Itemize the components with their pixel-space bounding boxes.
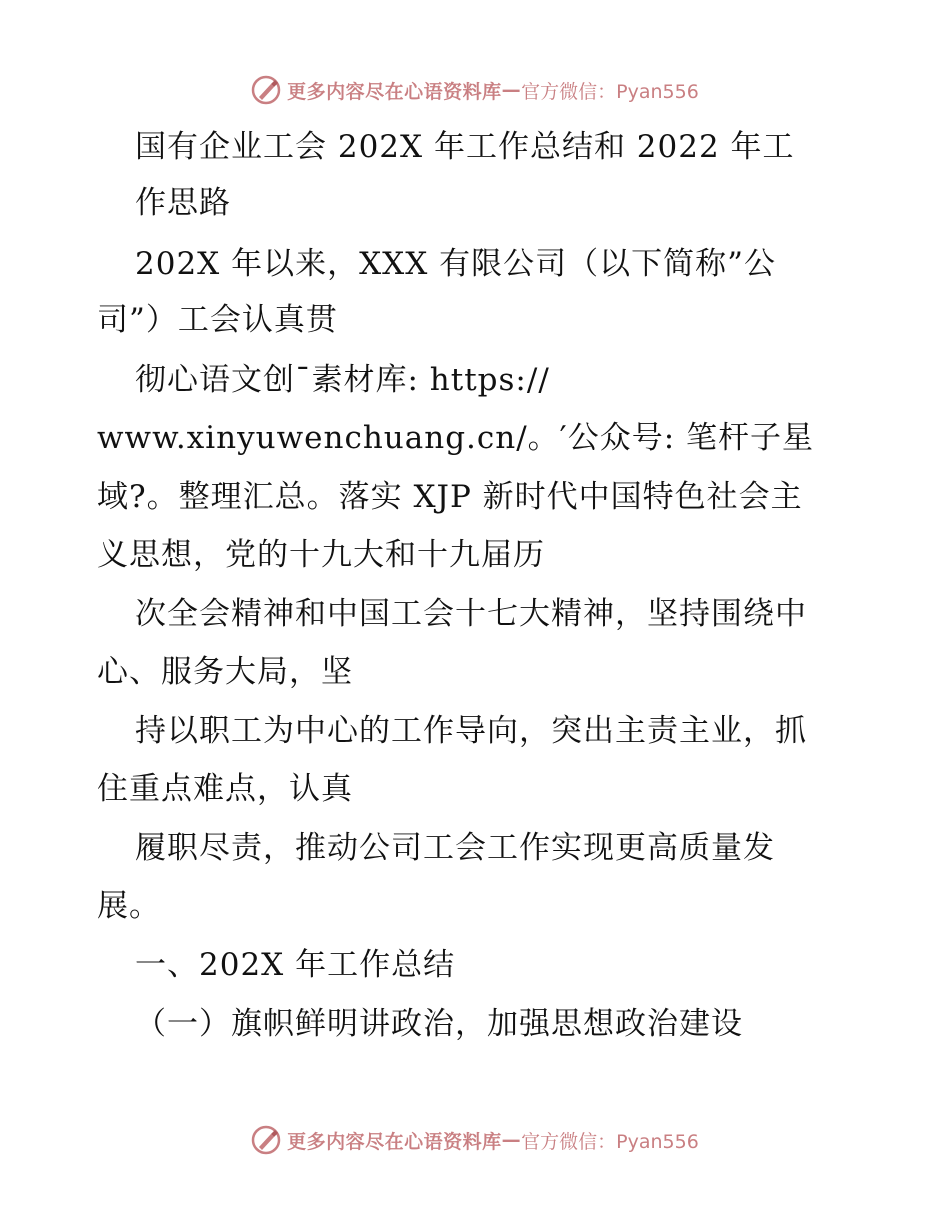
- banner-wechat: 官方微信：Pyan556: [521, 1130, 699, 1153]
- doc-body-line: 202X 年以来，XXX 有限公司（以下简称”公: [135, 246, 777, 282]
- pen-logo-icon: [251, 75, 281, 105]
- doc-body-line: 心、服务大局，坚: [97, 654, 353, 690]
- doc-title-line-1: 国有企业工会 202X 年工作总结和 2022 年工: [135, 129, 795, 165]
- header-banner: [0, 70, 950, 110]
- pen-logo-icon: [251, 1125, 281, 1155]
- doc-body-line: 彻心语文创¯素材库: https://: [135, 362, 550, 398]
- banner-text: 更多内容尽在心语资料库: [287, 80, 502, 103]
- doc-body-line: 义思想，党的十九大和十九届历: [97, 537, 545, 573]
- subsection-heading: （一）旗帜鲜明讲政治，加强思想政治建设: [135, 1006, 743, 1042]
- doc-body-line: 履职尽责，推动公司工会工作实现更高质量发: [135, 830, 775, 866]
- doc-body-line: 域?。整理汇总。落实 XJP 新时代中国特色社会主: [97, 479, 803, 515]
- doc-body-line: 住重点难点，认真: [97, 771, 353, 807]
- section-heading: 一、202X 年工作总结: [135, 947, 456, 983]
- doc-body-line: 司”）工会认真贯: [97, 302, 338, 338]
- banner-wechat: 官方微信：Pyan556: [521, 80, 699, 103]
- doc-body-line: www.xinyuwenchuang.cn/。′公众号: 笔杆子星: [97, 420, 815, 456]
- doc-body-line: 次全会精神和中国工会十七大精神，坚持围绕中: [135, 596, 807, 632]
- doc-body-line: 展。: [97, 888, 161, 924]
- doc-title-line-2: 作思路: [135, 185, 231, 221]
- banner-separator: —: [501, 79, 522, 101]
- banner-separator: —: [501, 1129, 522, 1151]
- banner-text: 更多内容尽在心语资料库: [287, 1130, 502, 1153]
- doc-body-line: 持以职工为中心的工作导向，突出主责主业，抓: [135, 713, 807, 749]
- footer-banner: [0, 1120, 950, 1160]
